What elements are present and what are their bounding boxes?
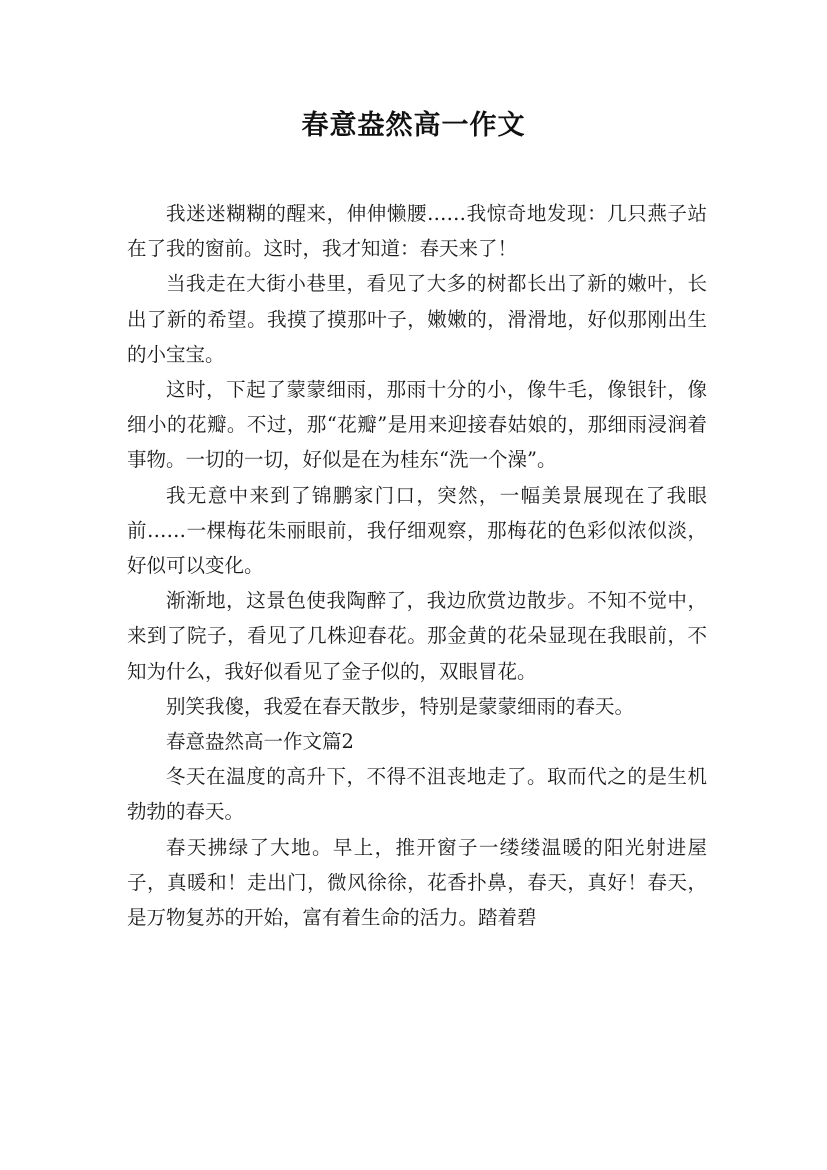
section-heading: 春意盎然高一作文篇2 <box>166 730 354 754</box>
paragraph: 春天拂绿了大地。早上，推开窗子一缕缕温暖的阳光射进屋子，真暖和！走出门，微风徐徐，花香扑鼻，春天，真好！春天，是万物复苏的开始，富有着生命的活力。踏着碧 <box>127 835 707 930</box>
document-body <box>127 196 707 935</box>
paragraph: 渐渐地，这景色使我陶醉了，我边欣赏边散步。不知不觉中，来到了院子，看见了几株迎春花。那金黄的花朵显现在我眼前，不知为什么，我好似看见了金子似的，双眼冒花。 <box>127 589 707 683</box>
paragraph: 我迷迷糊糊的醒来，伸伸懒腰……我惊奇地发现：几只燕子站在了我的窗前。这时，我才知道：春天来了！ <box>127 202 707 261</box>
paragraph: 这时，下起了蒙蒙细雨，那雨十分的小，像牛毛，像银针，像细小的花瓣。不过，那“花瓣”是用来迎接春姑娘的，那细雨浸润着事物。一切的一切，好似是在为桂东“洗一个澡”。 <box>127 378 707 472</box>
paragraph: 别笑我傻，我爱在春天散步，特别是蒙蒙细雨的春天。 <box>166 694 635 718</box>
paragraph: 当我走在大街小巷里，看见了大多的树都长出了新的嫩叶，长出了新的希望。我摸了摸那叶子，嫩嫩的，滑滑地，好似那刚出生的小宝宝。 <box>127 272 707 366</box>
paragraph: 冬天在温度的高升下，不得不沮丧地走了。取而代之的是生机勃勃的春天。 <box>127 765 707 824</box>
paragraph: 我无意中来到了锦鹏家门口，突然，一幅美景展现在了我眼前……一棵梅花朱丽眼前，我仔细观察，那梅花的色彩似浓似淡，好似可以变化。 <box>127 483 707 578</box>
document-title: 春意盎然高一作文 <box>301 110 526 141</box>
